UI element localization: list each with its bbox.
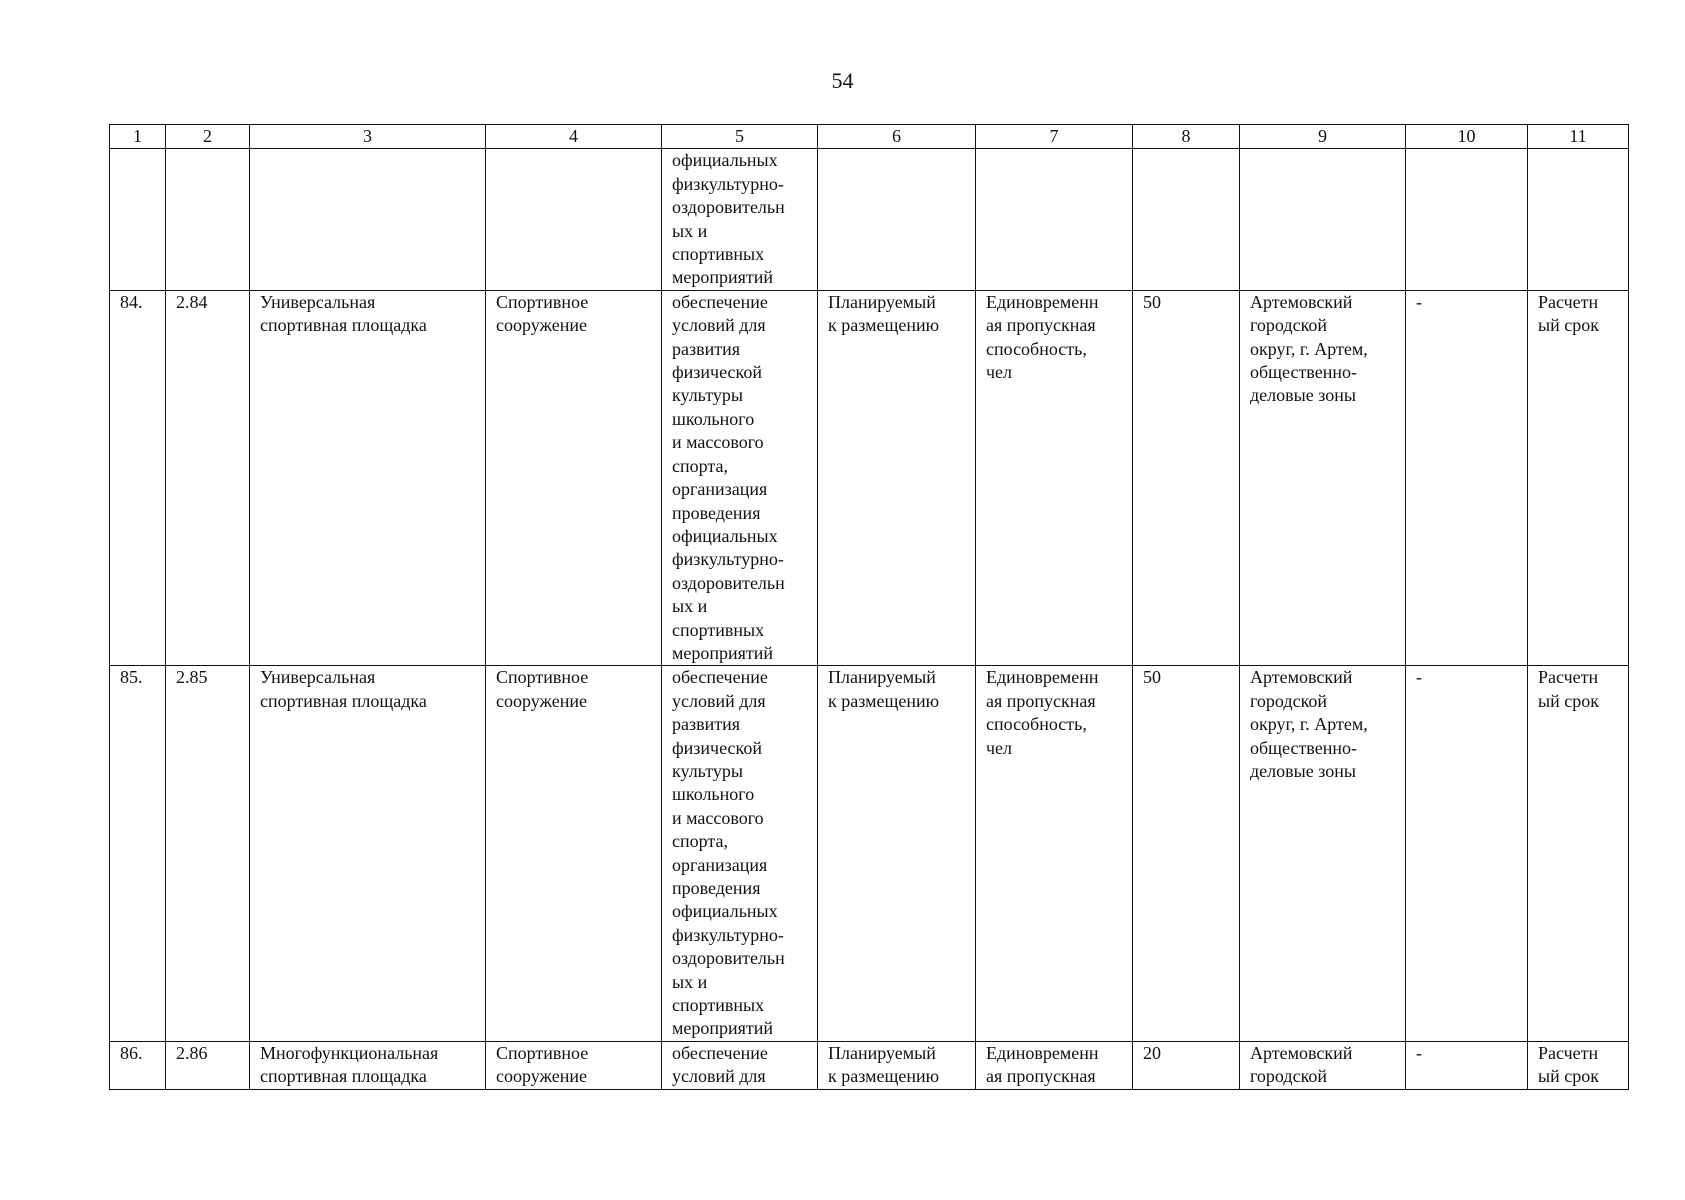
- cell-text: Многофункциональная спортивная площадка: [260, 1042, 439, 1087]
- cell-text: Универсальная спортивная площадка: [260, 667, 427, 711]
- cell-status: [818, 666, 976, 1042]
- cell-item-code: [166, 666, 250, 1042]
- cell-location: [1240, 290, 1406, 666]
- cell-text: обеспечение условий для развития физической культуры школьного и массового спорта, организация проведения официальных физкультурно- оздоровительн ых и спортивных мероприятий: [672, 667, 785, 1039]
- cell-term: [1528, 290, 1629, 666]
- cell-row-number: [110, 1041, 166, 1089]
- cell-value: [1133, 666, 1240, 1042]
- cell-text: Единовременн ая пропускная: [986, 1042, 1099, 1087]
- column-header: 11: [1528, 125, 1629, 149]
- cell-text: -: [1416, 291, 1422, 312]
- cell-object-name: [250, 1041, 486, 1089]
- cell-text: Спортивное сооружение: [496, 291, 589, 336]
- cell-value: [1133, 290, 1240, 666]
- cell-object-name: [250, 149, 486, 290]
- cell-text: Расчетн ый срок: [1538, 1042, 1599, 1087]
- cell-object-type: [486, 149, 662, 290]
- cell-text: 50: [1143, 291, 1161, 312]
- column-header: 4: [486, 125, 662, 149]
- page-number: 54: [831, 68, 854, 93]
- column-header: 9: [1240, 125, 1406, 149]
- column-header: 1: [110, 125, 166, 149]
- cell-characteristic: [976, 149, 1133, 290]
- cell-text: 2.85: [176, 667, 208, 688]
- cell-text: Планируемый к размещению: [828, 667, 940, 711]
- column-header: 6: [818, 125, 976, 149]
- cell-text: официальных физкультурно- оздоровительн ых и спортивных мероприятий: [672, 150, 785, 288]
- cell-status: [818, 1041, 976, 1089]
- cell-purpose: [662, 149, 818, 290]
- column-header: 7: [976, 125, 1133, 149]
- header-row: [110, 125, 1629, 149]
- cell-characteristic: [976, 290, 1133, 666]
- cell-text: 86.: [120, 1042, 143, 1063]
- cell-text: Спортивное сооружение: [496, 667, 589, 711]
- cell-object-type: [486, 1041, 662, 1089]
- cell-text: 84.: [120, 291, 143, 312]
- cell-text: Универсальная спортивная площадка: [260, 291, 427, 336]
- cell-zone: [1406, 666, 1528, 1042]
- cell-item-code: [166, 149, 250, 290]
- cell-text: 50: [1143, 667, 1161, 688]
- cell-text: обеспечение условий для развития физической культуры школьного и массового спорта, организация проведения официальных физкультурно- оздоровительн ых и спортивных мероприятий: [672, 291, 785, 663]
- cell-zone: [1406, 149, 1528, 290]
- cell-object-name: [250, 666, 486, 1042]
- cell-object-name: [250, 290, 486, 666]
- cell-zone: [1406, 290, 1528, 666]
- cell-item-code: [166, 1041, 250, 1089]
- cell-item-code: [166, 290, 250, 666]
- cell-text: Артемовский городской: [1250, 1042, 1353, 1087]
- cell-object-type: [486, 666, 662, 1042]
- cell-text: Единовременн ая пропускная способность, чел: [986, 291, 1099, 383]
- cell-purpose: [662, 290, 818, 666]
- cell-purpose: [662, 1041, 818, 1089]
- cell-text: 2.84: [176, 291, 208, 312]
- cell-status: [818, 149, 976, 290]
- cell-status: [818, 290, 976, 666]
- cell-value: [1133, 149, 1240, 290]
- column-header: 2: [166, 125, 250, 149]
- data-table: [109, 124, 1629, 1090]
- cell-text: -: [1416, 667, 1422, 688]
- column-header: 8: [1133, 125, 1240, 149]
- cell-term: [1528, 666, 1629, 1042]
- cell-row-number: [110, 290, 166, 666]
- cell-term: [1528, 1041, 1629, 1089]
- cell-row-number: [110, 149, 166, 290]
- cell-text: Спортивное сооружение: [496, 1042, 589, 1087]
- cell-row-number: [110, 666, 166, 1042]
- cell-location: [1240, 1041, 1406, 1089]
- cell-object-type: [486, 290, 662, 666]
- cell-text: обеспечение условий для: [672, 1042, 768, 1087]
- cell-term: [1528, 149, 1629, 290]
- cell-text: 85.: [120, 667, 143, 688]
- cell-text: Артемовский городской округ, г. Артем, общественно- деловые зоны: [1250, 291, 1368, 406]
- column-header: 10: [1406, 125, 1528, 149]
- cell-text: Планируемый к размещению: [828, 291, 940, 336]
- cell-text: Артемовский городской округ, г. Артем, общественно- деловые зоны: [1250, 667, 1368, 781]
- cell-text: Расчетн ый срок: [1538, 667, 1599, 711]
- cell-text: 2.86: [176, 1042, 208, 1063]
- cell-text: Планируемый к размещению: [828, 1042, 940, 1087]
- cell-text: Расчетн ый срок: [1538, 291, 1599, 336]
- cell-text: Единовременн ая пропускная способность, чел: [986, 667, 1099, 758]
- cell-zone: [1406, 1041, 1528, 1089]
- table-row: [110, 1041, 1629, 1089]
- column-header: 3: [250, 125, 486, 149]
- table-row: [110, 666, 1629, 1042]
- cell-characteristic: [976, 666, 1133, 1042]
- table-row-continuation: [110, 149, 1629, 290]
- table-row: [110, 290, 1629, 666]
- cell-purpose: [662, 666, 818, 1042]
- cell-location: [1240, 149, 1406, 290]
- cell-text: 20: [1143, 1042, 1161, 1063]
- cell-characteristic: [976, 1041, 1133, 1089]
- cell-value: [1133, 1041, 1240, 1089]
- cell-text: -: [1416, 1042, 1422, 1063]
- column-header: 5: [662, 125, 818, 149]
- cell-location: [1240, 666, 1406, 1042]
